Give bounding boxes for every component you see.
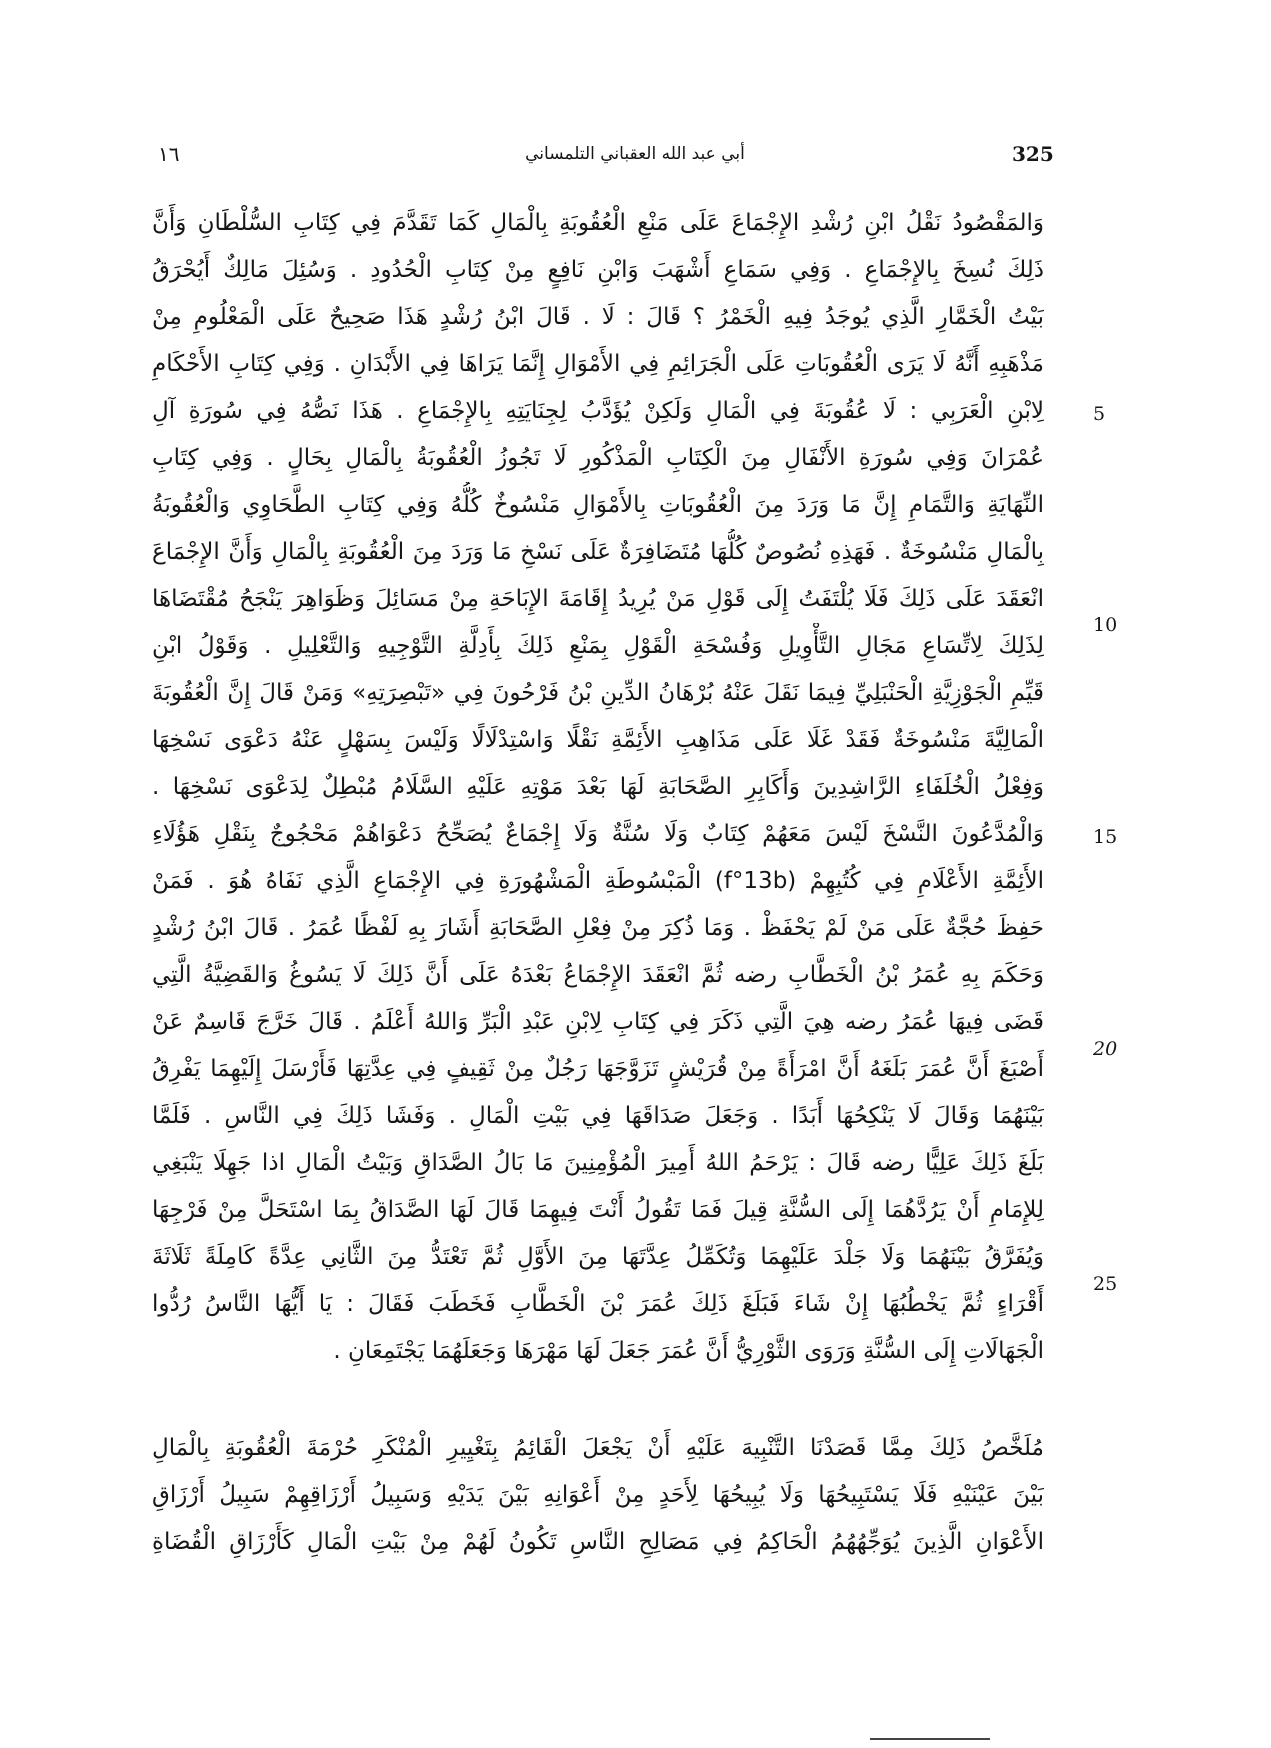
text-line: الْجَهَالَاتِ إِلَى السُّنَّةِ وَرَوَى الثَّوْرِيُّ أَنَّ عُمَرَ جَعَلَ لَهَا مَهْرَهَا وَجَعَلَهُمَا يَجْتَمِعَانِ . — [333, 1338, 1044, 1364]
text-line: وَالمَقْصُودُ نَقْلُ ابْنِ رُشْدِ الإِجْمَاعَ عَلَى مَنْعِ الْعُقُوبَةِ بِالْمَالِ كَمَا تَقَدَّمَ فِي كِتَابِ السُّلْطَانِ وَأَنَّ — [152, 210, 1044, 236]
text-line: عُمْرَانَ وَفِي سُورَةِ الأَنْفَالِ مِنَ الْكِتَابِ الْمَذْكُورِ لَا تَجُوزُ الْعُقُوبَةُ بِالْمَالِ بِحَالٍ . وَفِي كِتَابِ — [152, 445, 1044, 471]
line-number-15: 15 — [1093, 826, 1118, 848]
line-number-5: 5 — [1093, 403, 1106, 425]
text-line: ذَلِكَ نُسِخَ بِالإِجْمَاعِ . وَفِي سَمَاعِ أَشْهَبَ وَابْنِ نَافِعٍ مِنْ كِتَابِ الْحُدُودِ . وَسُئِلَ مَالِكٌ أَيُحْرَقُ — [152, 257, 1044, 283]
text-line: بِالْمَالِ مَنْسُوخَةٌ . فَهَذِهِ نُصُوصٌ كُلُّهَا مُتَضَافِرَةٌ عَلَى نَسْخِ مَا وَرَدَ مِنَ الْعُقُوبَةِ بِالْمَالِ وَأَنَّ الإِجْمَاعَ — [152, 539, 1044, 565]
paragraph-gap — [152, 1375, 1044, 1425]
bottom-rule — [870, 1738, 990, 1742]
text-line: لِذَلِكَ لِاتِّسَاعِ مَجَالِ التَّأْوِيلِ وَفُسْحَةِ الْقَوْلِ بِمَنْعِ ذَلِكَ بِأَدِلَّةِ التَّوْجِيهِ وَالتَّعْلِيلِ . وَقَوْلُ ابْنِ — [152, 633, 1044, 659]
text-line: أَقْرَاءٍ ثُمَّ يَخْطُبُهَا إِنْ شَاءَ فَبَلَغَ ذَلِكَ عُمَرَ بْنَ الْخَطَّابِ فَخَطَبَ فَقَالَ : يَا أَيُّهَا النَّاسُ رُدُّوا — [152, 1291, 1044, 1317]
text-line: وَيُفَرَّقُ بَيْنَهُمَا وَلَا جَلْدَ عَلَيْهِمَا وَتُكَمِّلُ عِدَّتَهَا مِنَ الأَوَّلِ ثُمَّ تَعْتَدُّ مِنَ الثَّانِي عِدَّةً كَامِلَةً ثَلَاثَةَ — [152, 1244, 1044, 1270]
text-line: قَيِّمِ الْجَوْزِيَّةِ الْحَنْبَلِيِّ فِيمَا نَقَلَ عَنْهُ بُرْهَانُ الدِّينِ بْنُ فَرْحُونَ فِي «تَبْصِرَتِهِ» وَمَنْ قَالَ إِنَّ الْعُقُوبَةَ — [152, 680, 1044, 706]
text-line: بَيْنَهُمَا وَقَالَ لَا يَنْكِحُهَا أَبَدًا . وَجَعَلَ صَدَاقَهَا فِي بَيْتِ الْمَالِ . وَفَشَا ذَلِكَ فِي النَّاسِ . فَلَمَّا — [152, 1103, 1044, 1129]
text-line: وَالْمُدَّعُونَ النَّسْخَ لَيْسَ مَعَهُمْ كِتَابٌ وَلَا سُنَّةٌ وَلَا إِجْمَاعٌ يُصَحِّحُ دَعْوَاهُمْ مَحْجُوجٌ بِنَقْلِ هَؤُلَاءِ — [152, 821, 1044, 847]
text-line: بَيْتُ الْخَمَّارِ الَّذِي يُوجَدُ فِيهِ الْخَمْرُ ؟ قَالَ : لَا . قَالَ ابْنُ رُشْدٍ هَذَا صَحِيحٌ عَلَى الْمَعْلُومِ مِنْ — [152, 304, 1044, 330]
text-line: النِّهَايَةِ وَالتَّمَامِ إِنَّ مَا وَرَدَ مِنَ الْعُقُوبَاتِ بِالأَمْوَالِ مَنْسُوخٌ كُلُّهُ وَفِي كِتَابِ الطَّحَاوِي وَالْعُقُوبَةُ — [152, 492, 1044, 518]
text-line: حَفِظَ حُجَّةٌ عَلَى مَنْ لَمْ يَحْفَظْ . وَمَا ذُكِرَ مِنْ فِعْلِ الصَّحَابَةِ أَشَارَ بِهِ لَفْظًا عُمَرُ . قَالَ ابْنُ رُشْدٍ — [152, 915, 1044, 941]
text-line: مُلَخَّصُ ذَلِكَ مِمَّا قَصَدْنَا التَّنْبِيهَ عَلَيْهِ أَنْ يَجْعَلَ الْقَائِمُ بِتَغْيِيرِ الْمُنْكَرِ حُرْمَةَ الْعُقُوبَةِ بِالْمَالِ — [152, 1435, 1044, 1461]
text-line: مَذْهَبِهِ أَنَّهُ لَا يَرَى الْعُقُوبَاتِ عَلَى الْجَرَائِمِ فِي الأَمْوَالِ إِنَّمَا يَرَاهَا فِي الأَبْدَانِ . وَفِي كِتَابِ الأَحْكَامِ — [152, 351, 1044, 377]
text-line: أَصْبَغَ أَنَّ عُمَرَ بَلَغَهُ أَنَّ امْرَأَةً مِنْ قُرَيْشٍ تَزَوَّجَهَا رَجُلٌ مِنْ ثَقِيفٍ فِي عِدَّتِهَا فَأَرْسَلَ إِلَيْهِمَا يَفْرِقُ — [152, 1056, 1044, 1082]
text-line: بَيْنَ عَيْنَيْهِ فَلَا يَسْتَبِيحُهَا وَلَا يُبِيحُهَا لِأَحَدٍ مِنْ أَعْوَانِهِ بَيْنَ يَدَيْهِ وَسَبِيلُ أَرْزَاقِهِمْ سَبِيلُ أَرْزَاقِ — [152, 1482, 1044, 1508]
text-line: قَضَى فِيهَا عُمَرُ رضه هِيَ الَّتِي ذَكَرَ فِي كِتَابِ لِابْنِ عَبْدِ الْبَرِّ وَاللهُ أَعْلَمُ . قَالَ خَرَّجَ قَاسِمٌ عَنْ — [152, 1009, 1044, 1035]
text-line: الْمَالِيَّةَ مَنْسُوخَةٌ فَقَدْ غَلَا عَلَى مَذَاهِبِ الأَئِمَّةِ نَقْلًا وَاسْتِدْلَالًا وَلَيْسَ بِسَهْلٍ عَنْهُ دَعْوَى نَسْخِهَا — [152, 727, 1044, 753]
line-number-20: 20 — [1093, 1038, 1118, 1060]
running-title: أبي عبد الله العقباني التلمساني — [525, 144, 745, 164]
text-line: لِلإِمَامِ أَنْ يَرُدَّهُمَا إِلَى السُّنَّةِ قِيلَ فَمَا تَقُولُ أَنْتَ فِيهِمَا قَالَ لَهَا الصَّدَاقُ بِمَا اسْتَحَلَّ مِنْ فَرْجِهَا — [152, 1197, 1044, 1223]
arabic-page-number: ١٦ — [158, 142, 180, 166]
text-line: لِابْنِ الْعَرَبِي : لَا عُقُوبَةَ فِي الْمَالِ وَلَكِنْ يُؤَدَّبُ لِجِنَايَتِهِ بِالإِجْمَاعِ . هَذَا نَصُّهُ فِي سُورَةِ آلِ — [152, 398, 1044, 424]
text-line: الأَئِمَّةِ الأَعْلَامِ فِي كُتُبِهِمْ (f°13b) الْمَبْسُوطَةِ الْمَشْهُورَةِ فِي الإِجْمَاعِ الَّذِي نَفَاهُ هُوَ . فَمَنْ — [152, 868, 1044, 894]
body-text — [152, 200, 1044, 1566]
page-header — [0, 0, 1271, 180]
text-line: انْعَقَدَ عَلَى ذَلِكَ فَلَا يُلْتَفَتُ إِلَى قَوْلِ مَنْ يُرِيدُ إِقَامَةَ الإِبَاحَةِ مِنْ مَسَائِلَ وَظَوَاهِرَ يَنْجَحُ مُقْتَضَاهَا — [152, 586, 1044, 612]
text-line: وَفِعْلُ الْخُلَفَاءِ الرَّاشِدِينَ وَأَكَابِرِ الصَّحَابَةِ لَهَا بَعْدَ مَوْتِهِ عَلَيْهِ السَّلَامُ مُبْطِلٌ لِدَعْوَى نَسْخِهَا . — [152, 774, 1044, 800]
text-line: وَحَكَمَ بِهِ عُمَرُ بْنُ الْخَطَّابِ رضه ثُمَّ انْعَقَدَ الإِجْمَاعُ بَعْدَهُ عَلَى أَنَّ ذَلِكَ لَا يَسُوغُ وَالقَضِيَّةُ الَّتِي — [152, 962, 1044, 988]
paragraph-summary — [152, 1425, 1044, 1566]
page-number: 325 — [1012, 142, 1054, 166]
text-line: الأَعْوَانِ الَّذِينَ يُوَجِّهُهُمُ الْحَاكِمُ فِي مَصَالِحِ النَّاسِ تَكُونُ لَهُمْ مِنْ بَيْتِ الْمَالِ كَأَرْزَاقِ الْقُضَاةِ — [152, 1529, 1044, 1555]
text-line: بَلَغَ ذَلِكَ عَلِيًّا رضه قَالَ : يَرْحَمُ اللهُ أَمِيرَ الْمُؤْمِنِينَ مَا بَالُ الصَّدَاقِ وَبَيْتُ الْمَالِ اذا جَهِلَا يَنْبَغِي — [152, 1150, 1044, 1176]
paragraph-main — [152, 200, 1044, 1375]
line-number-10: 10 — [1093, 614, 1118, 636]
line-number-25: 25 — [1093, 1273, 1118, 1295]
